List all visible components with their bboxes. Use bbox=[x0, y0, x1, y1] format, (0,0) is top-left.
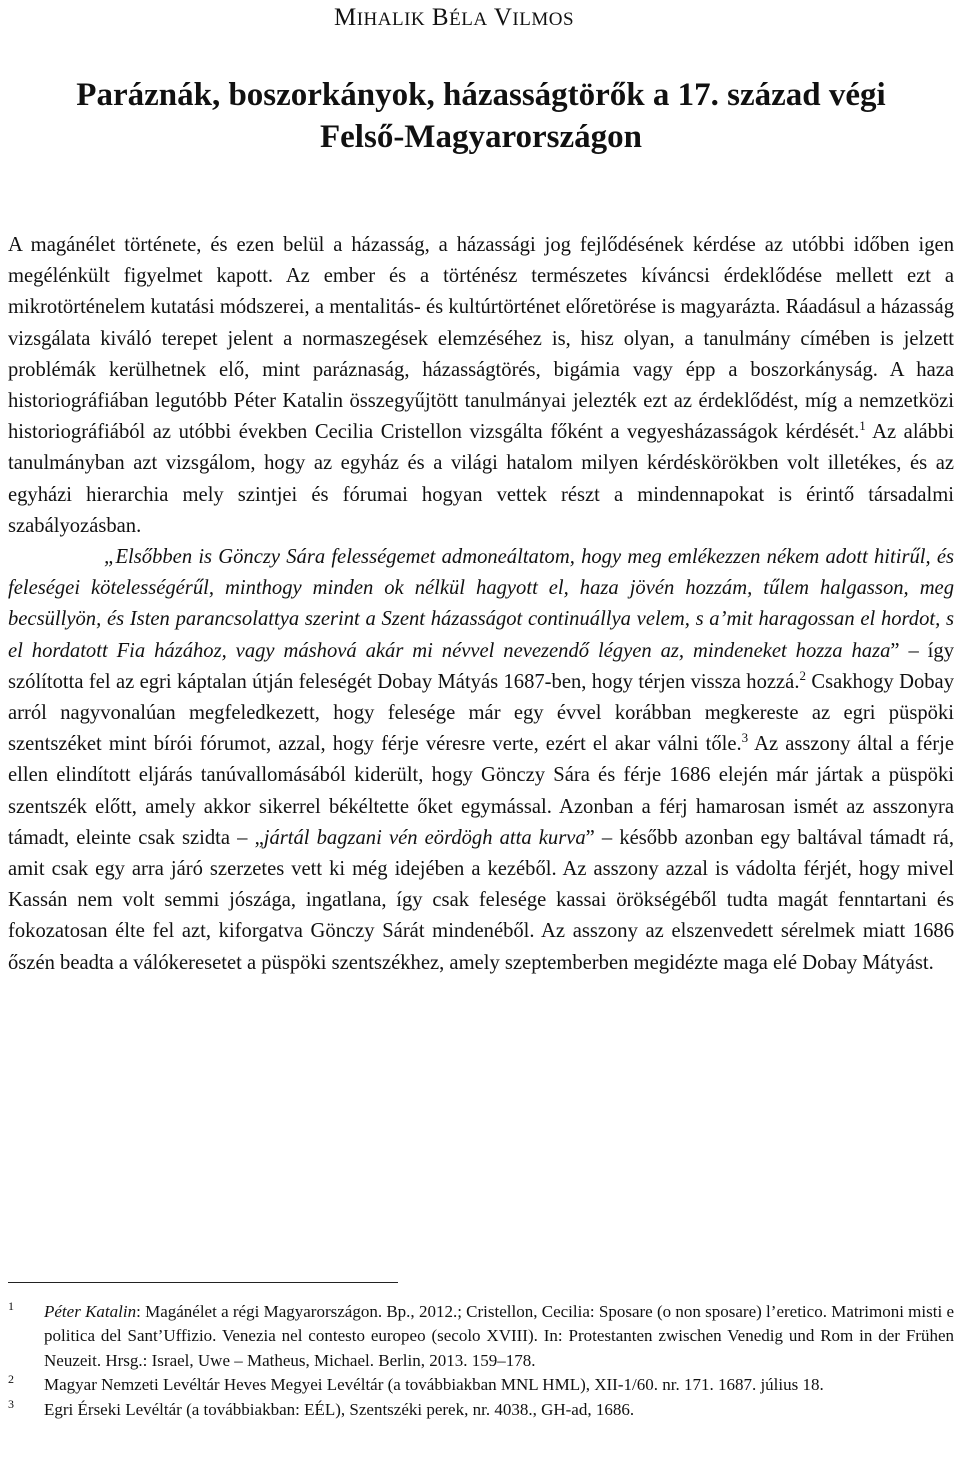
paragraph-text: A magánélet története, és ezen belül a házasság, a házassági jog fejlődésének kérdése az utóbbi időben igen megélénkült figyelmet kapott. Az ember és a történész természetes kíváncsi érdeklődése mellett ezt a mikrotörténelem kutatási módszerei, a mentalitás- és kultúrtörténet előretörése is magyarázta. Ráadásul a házasság vizsgálata kiváló terepet jelent a normaszegések elemzéséhez is, hisz olyan, a tanulmány címében is jelzett problémák kerülhetnek elő, mint paráznaság, házasságtörés, bigámia vagy épp a boszorkányság. A haza historiográfiában legutóbb Péter Katalin összegyűjtött tanulmányai jelezték ezt az érdeklődést, míg a nemzetközi historiográfiából az utóbbi években Cecilia Cristellon vizsgálta főként a vegyesházasságok kérdését. bbox=[8, 234, 954, 444]
author-initial: V bbox=[493, 4, 513, 31]
footnote-text: Magyar Nemzeti Levéltár Heves Megyei Levéltár (a továbbiakban MNL HML), XII-1/60. nr. 171. 1687. július 18. bbox=[44, 1375, 824, 1395]
title-line-1: Paráznák, boszorkányok, házasságtörők a 17. század végi bbox=[76, 77, 886, 113]
author-text: IHALIK bbox=[356, 9, 426, 30]
footnote-1 bbox=[8, 1300, 954, 1373]
footnote-divider bbox=[8, 1282, 398, 1283]
footnote-number: 1 bbox=[8, 1299, 14, 1313]
quote-close: ” bbox=[890, 639, 900, 662]
footnote-ref-1[interactable]: 1 bbox=[859, 418, 866, 434]
article-title bbox=[8, 74, 954, 158]
quote-paragraph bbox=[8, 542, 954, 979]
footnote-2 bbox=[8, 1373, 954, 1397]
footnote-number: 3 bbox=[8, 1396, 14, 1411]
footnote-ref-3[interactable]: 3 bbox=[741, 730, 749, 746]
author-text: ILMOS bbox=[512, 9, 575, 30]
footnote-author: Péter Katalin bbox=[44, 1302, 137, 1321]
quoted-insult: jártál bagzani vén eördögh atta kurva bbox=[263, 826, 586, 849]
author-initial: M bbox=[334, 4, 357, 31]
author-name bbox=[334, 4, 574, 32]
footnote-number: 2 bbox=[8, 1372, 14, 1387]
paragraph-text: Az alábbi tanulmányban azt vizsgálom, hogy az egyház és a világi hatalom milyen kérdéskörökben volt illetékes, és az egyházi hierarchia mely szintjei és fórumai hogyan vettek részt a mindennapokat is érintő társadalmi szabályozásban. bbox=[8, 421, 954, 537]
title-line-2: Felső-Magyarországon bbox=[320, 119, 642, 155]
article-body bbox=[8, 230, 954, 979]
quote-open: „ bbox=[104, 546, 116, 569]
footnotes bbox=[8, 1300, 954, 1422]
paragraph-text: ” – később azonban egy baltával támadt rá, amit csak egy arra járó szerzetes vett ki még idejében a kezéből. Az asszony azzal is vádolta férjét, hogy mivel Kassán nem volt semmi jószága, ingatlana, így csak felesége kassai örökségéből tudta magát fenntartani és fokozatosan élte fel azt, kiforgatva Gönczy Sárát mindenéből. Az asszony az elszenvedett sérelmek miatt 1686 őszén beadta a válókeresetet a püspöki szentszékhez, amely szeptemberben megidézte maga elé Dobay Mátyást. bbox=[8, 826, 954, 974]
footnote-text: Egri Érseki Levéltár (a továbbiakban: EÉL), Szentszéki perek, nr. 4038., GH-ad, 1686. bbox=[44, 1399, 635, 1419]
paragraph-text: Az asszony által a férje ellen elindított eljárás tanúvallomásából kiderült, hogy Gönczy Sára és férje 1686 elején már jártak a püspöki szentszék előtt, amely akkor sikerrel békéltette őket egymással. Azonban a férj hamarosan ismét az asszonyra támadt, eleinte csak szidta – „ bbox=[8, 733, 954, 849]
footnote-3 bbox=[8, 1398, 954, 1422]
paragraph-text: Csakhogy Dobay arról nagyvonalúan megfeledkezett, hogy felesége már egy évvel korábban megkereste az egri püspöki szentszéket mint bírói fórumot, azzal, hogy férje véresre verte, ezért el akar válni tőle. bbox=[8, 670, 954, 756]
quoted-text: Elsőbben is Gönczy Sára felességemet admoneáltatom, hogy meg emlékezzen nékem adott hitirűl, és feleségei kötelességérűl, minthogy minden ok nélkül hagyott el, haza jövén hozzám, tűlem halgasson, meg becsüllyön, és Isten parancsolattya szerint a Szent házasságot continuállya velem, s a’mit haragossan el hordot, s el hordatott Fia házához, vagy máshová akár mi névvel nevezendő légyen az, mindeneket hozza haza bbox=[8, 546, 954, 662]
footnote-text: : Magánélet a régi Magyarországon. Bp., 2012.; Cristellon, Cecilia: Sposare (o non sposare) l’eretico. Matrimoni misti e politica del Sant’Uffizio. Venezia nel contesto europeo (secolo XVIII). In: Protestanten zwischen Venedig und Rom in der Frühen Neuzeit. Hrsg.: Israel, Uwe – Matheus, Michael. Berlin, 2013. 159–178. bbox=[44, 1302, 954, 1370]
intro-paragraph bbox=[8, 230, 954, 542]
author-initial: B bbox=[431, 4, 450, 31]
author-text: ÉLA bbox=[449, 9, 488, 30]
paragraph-text: – így szólította fel az egri káptalan útján feleségét Dobay Mátyás 1687-ben, hogy térjen vissza hozzá. bbox=[8, 639, 954, 693]
footnote-ref-2[interactable]: 2 bbox=[799, 667, 806, 683]
